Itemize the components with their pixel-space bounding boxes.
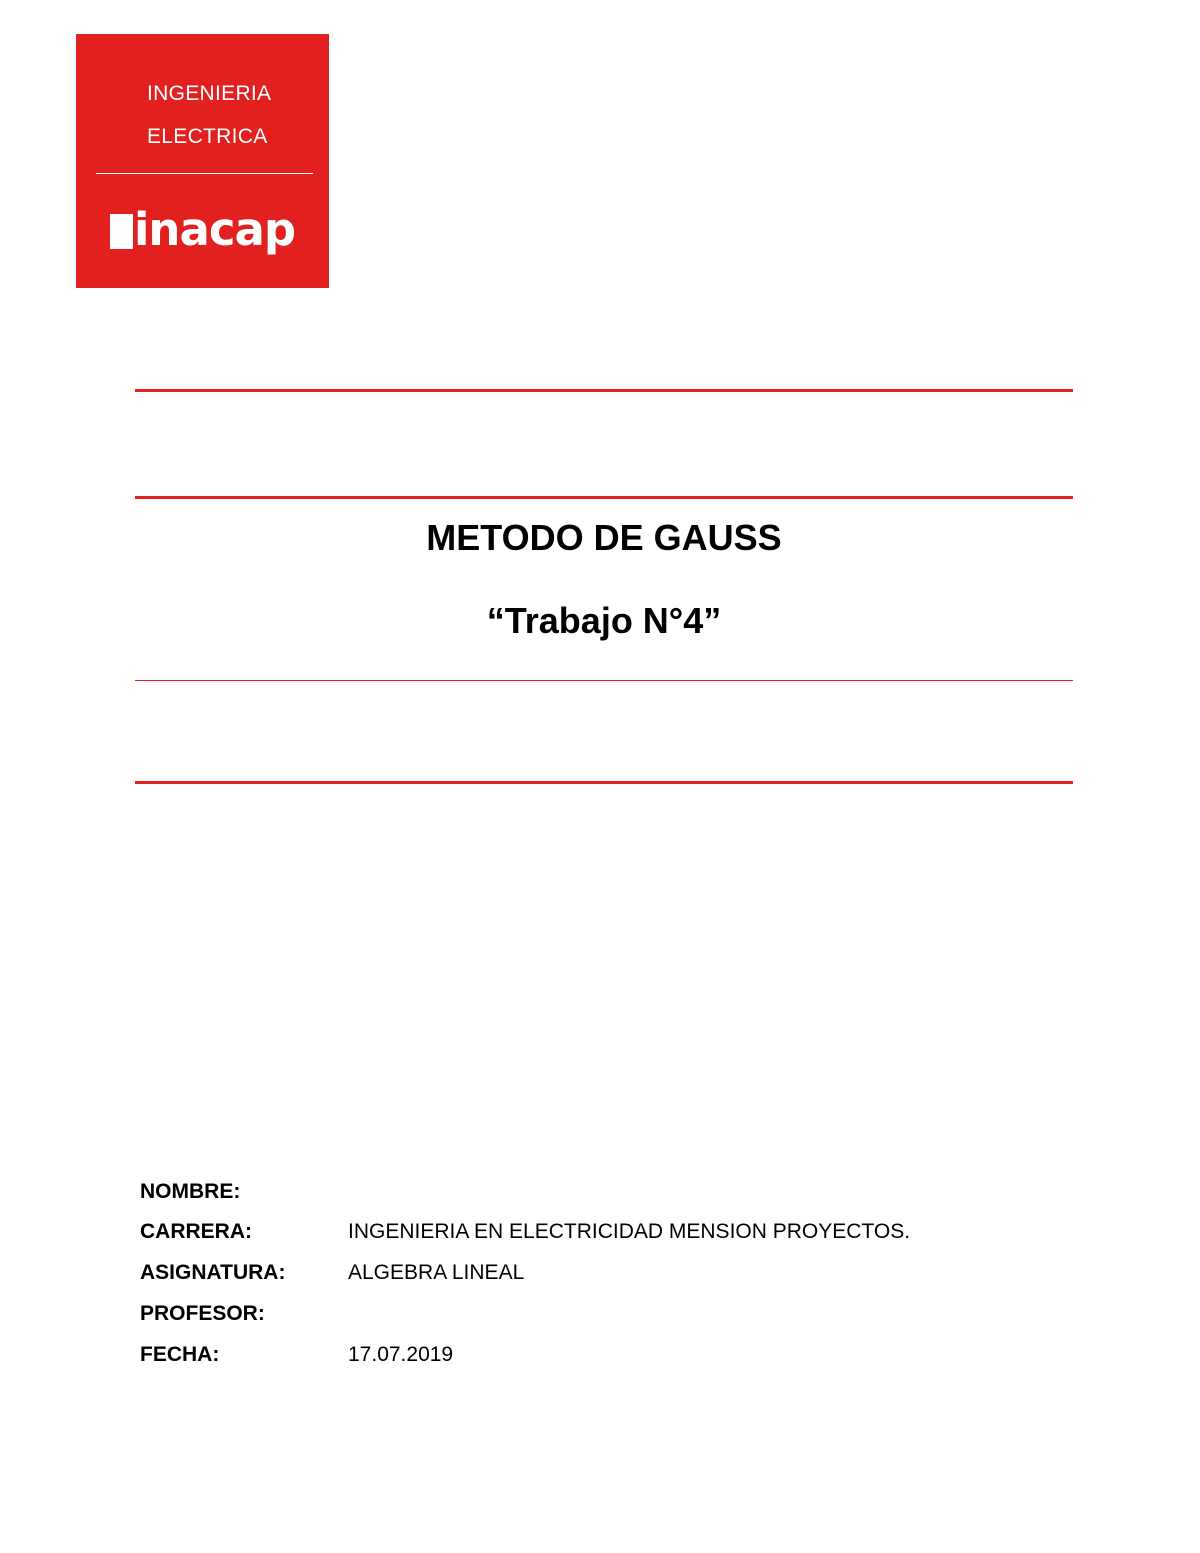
- bottom-rule-2: [135, 781, 1073, 784]
- info-label: PROFESOR:: [140, 1302, 265, 1325]
- top-rule-1: [135, 389, 1073, 392]
- logo-department-line1: INGENIERIA: [147, 82, 272, 105]
- inacap-logo: [76, 34, 329, 288]
- logo-divider: [96, 173, 313, 174]
- inacap-wordmark: [110, 202, 295, 258]
- inacap-word: inacap: [134, 203, 296, 256]
- document-subtitle: “Trabajo N°4”: [486, 600, 722, 641]
- info-label: NOMBRE:: [140, 1180, 241, 1203]
- logo-department-line2: ELECTRICA: [147, 125, 268, 148]
- info-value: ALGEBRA LINEAL: [348, 1261, 525, 1284]
- inacap-square-icon: [110, 214, 133, 249]
- info-label: FECHA:: [140, 1343, 220, 1366]
- info-label: CARRERA:: [140, 1220, 252, 1243]
- info-value: 17.07.2019: [348, 1343, 454, 1366]
- top-rule-2: [135, 496, 1073, 499]
- document-title: METODO DE GAUSS: [426, 517, 782, 558]
- info-value: INGENIERIA EN ELECTRICIDAD MENSION PROYECTOS.: [348, 1220, 911, 1243]
- bottom-rule-1: [135, 680, 1073, 681]
- info-label: ASIGNATURA:: [140, 1261, 286, 1284]
